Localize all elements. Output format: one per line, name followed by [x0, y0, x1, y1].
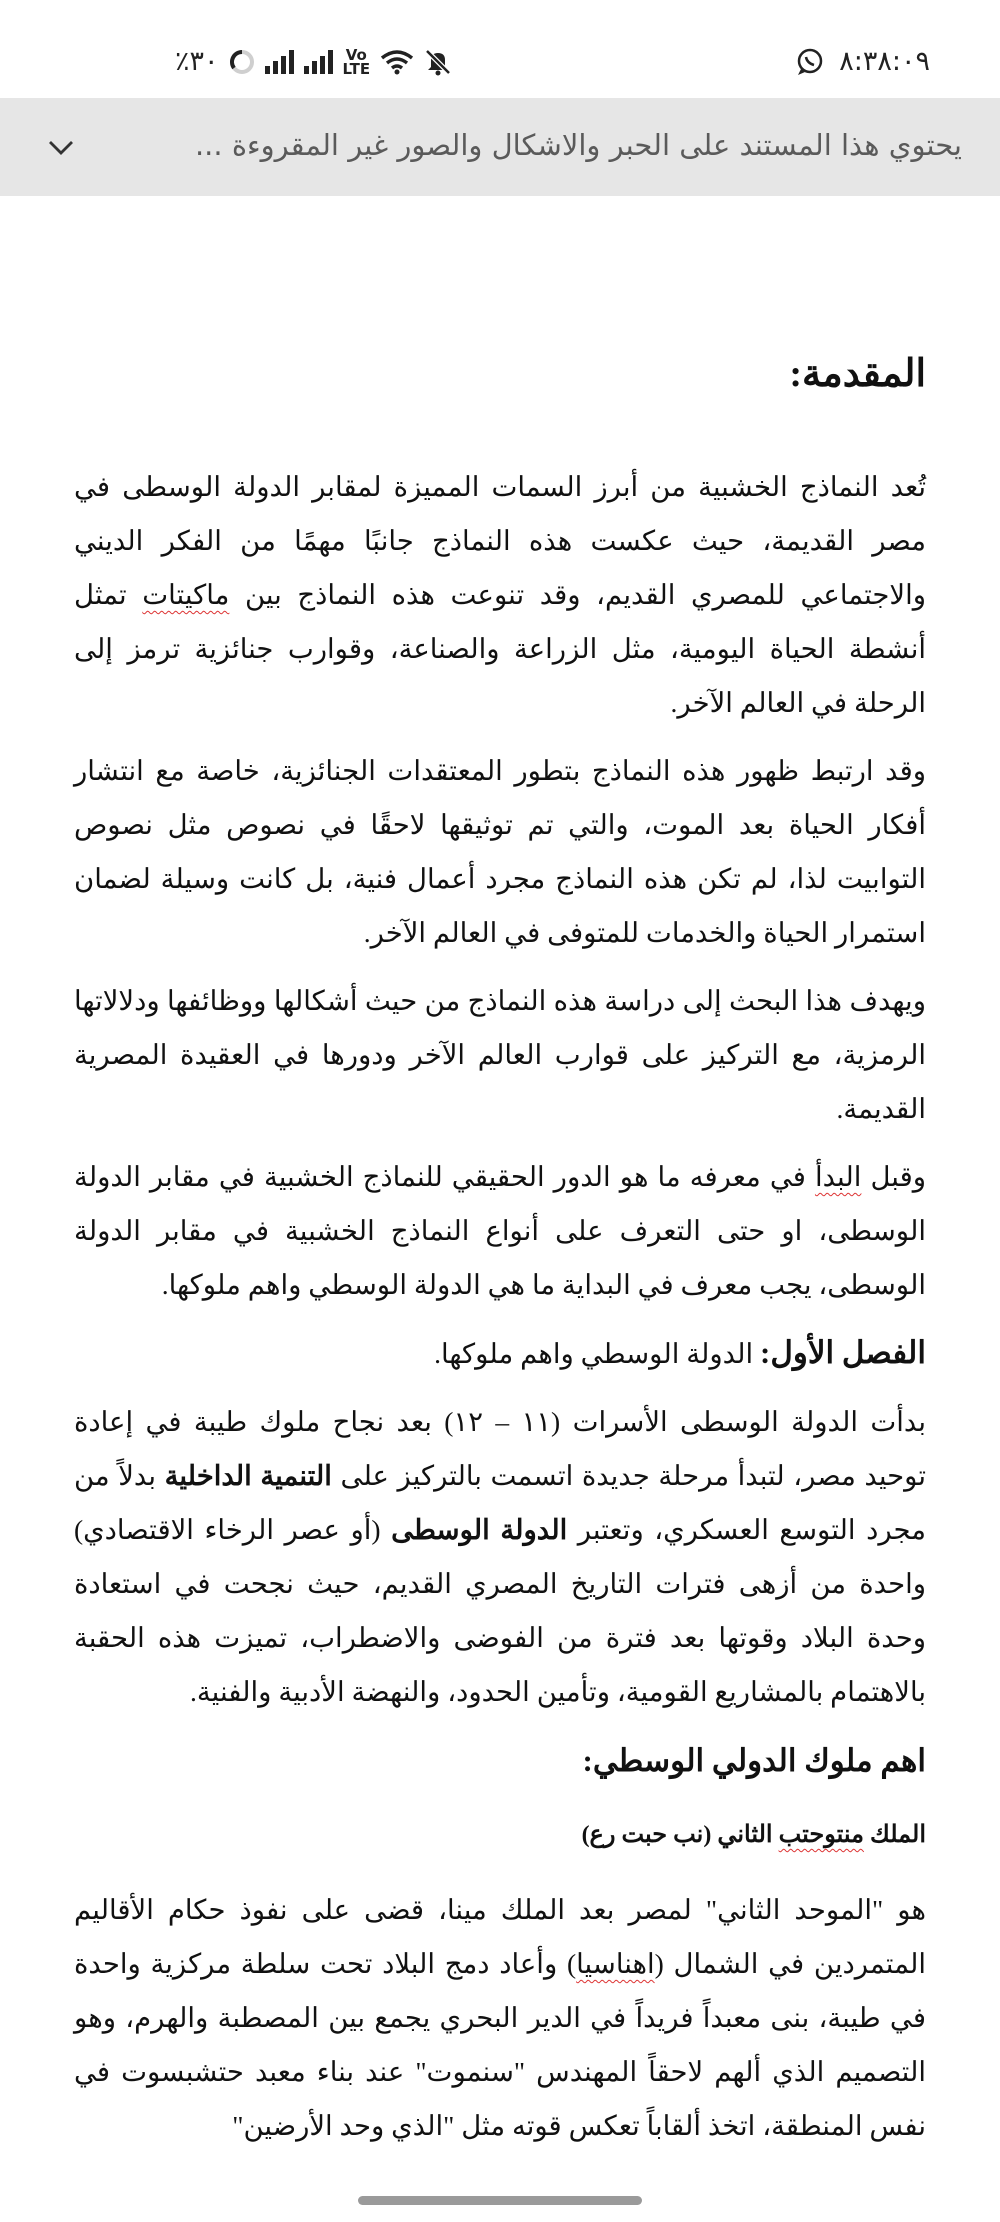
document-body [74, 350, 926, 2167]
spellcheck-word: البدأ [814, 1161, 862, 1192]
status-bar-left [175, 46, 452, 77]
bold-term: الدولة الوسطى [391, 1514, 568, 1545]
signal-icon-sim2 [304, 50, 333, 74]
chevron-down-icon[interactable] [46, 132, 76, 162]
home-indicator[interactable] [358, 2196, 642, 2205]
paragraph-4-text-a: وقبل [861, 1161, 926, 1192]
mute-icon [424, 48, 452, 76]
chapter-label: الفصل الأول: [760, 1335, 926, 1370]
paragraph-1-text-b: تمثل أنشطة الحياة اليومية، مثل الزراعة والصناعة، وقوارب جنائزية ترمز إلى الرحلة في العالم الآخر. [74, 579, 926, 718]
paragraph-4 [74, 1150, 926, 1312]
king-paragraph-text-1: هو "الموحد الثاني" لمصر بعد الملك مينا، قضى على نفوذ حكام الأقاليم المتمردين في الشمال ( [74, 1894, 927, 1979]
subheading-king [74, 1813, 926, 1857]
status-bar-right [795, 46, 930, 77]
battery-icon [229, 49, 255, 75]
king-text-b: الثاني (نب حبت رع) [581, 1822, 779, 1848]
unreadable-content-banner[interactable] [0, 98, 1000, 196]
spellcheck-word: اهناسيا [576, 1948, 655, 1979]
spellcheck-word: منتوحتب [778, 1822, 864, 1848]
king-paragraph [74, 1883, 926, 2153]
chapter-one-title [74, 1326, 926, 1381]
status-bar [0, 0, 1000, 98]
king-paragraph-text-2: ) وأعاد دمج البلاد تحت سلطة مركزية واحدة في طيبة، بنى معبداً فريداً في الدير البحري يجمع بين المصطبة والهرم، وهو التصميم الذي ألهم لاحقاً المهندس "سنموت" عند بناء معبد حتشبسوت في نفس المنطقة، اتخذ ألقاباً تعكس قوته مثل "الذي وحد الأرضين" [74, 1948, 926, 2141]
chapter-paragraph [74, 1395, 926, 1719]
paragraph-1-text-a: تُعد النماذج الخشبية من أبرز السمات المميزة لمقابر الدولة الوسطى في مصر القديمة، حيث عكست هذه النماذج جانبًا مهمًا من الفكر الديني والاجتماعي للمصري القديم، وقد تنوعت هذه النماذج بين [74, 471, 926, 610]
paragraph-1 [74, 460, 926, 730]
king-text-a: الملك [863, 1822, 926, 1848]
wifi-icon [380, 49, 414, 75]
section-heading-kings: اهم ملوك الدولي الوسطي: [582, 1743, 926, 1778]
chapter-title: الدولة الوسطي واهم ملوكها. [434, 1338, 761, 1369]
signal-icon [265, 50, 294, 74]
chapter-paragraph-text-2: بدلاً من مجرد التوسع العسكري، وتعتبر [74, 1460, 927, 1545]
volte-icon [342, 45, 371, 78]
chapter-paragraph-text-1: بدأت الدولة الوسطى الأسرات (١١ – ١٢) بعد نجاح ملوك طيبة في إعادة توحيد مصر، لتبدأ مرحلة جديدة اتسمت بالتركيز على [74, 1406, 927, 1491]
volte-label-bottom: LTE [342, 59, 371, 78]
paragraph-2: وقد ارتبط ظهور هذه النماذج بتطور المعتقدات الجنائزية، خاصة مع انتشار أفكار الحياة بعد الموت، والتي تم توثيقها لاحقًا في نصوص مثل نصوص التوابيت لذا، لم تكن هذه النماذج مجرد أعمال فنية، بل كانت وسيلة لضمان استمرار الحياة والخدمات للمتوفى في العالم الآخر. [74, 755, 926, 948]
chapter-paragraph-text-3: (أو عصر الرخاء الاقتصادي) واحدة من أزهى فترات التاريخ المصري القديم، حيث نجحت في استعادة وحدة البلاد وقوتها بعد فترة من الفوضى والاضطراب، تميزت هذه الحقبة بالاهتمام بالمشاريع القومية، وتأمين الحدود، والنهضة الأدبية والفنية. [74, 1514, 926, 1707]
clock: ٨:٣٨:٠٩ [839, 46, 930, 77]
bold-term: التنمية الداخلية [164, 1460, 332, 1491]
banner-message: يحتوي هذا المستند على الحبر والاشكال والصور غير المقروءة ... [194, 128, 962, 162]
volte-label-top: Vo [345, 45, 367, 64]
whatsapp-icon [795, 47, 825, 77]
paragraph-4-text-b: في معرفه ما هو الدور الحقيقي للنماذج الخشبية في مقابر الدولة الوسطى، او حتى التعرف على أنواع النماذج الخشبية في مقابر الدولة الوسطى، يجب معرف في البداية ما هي الدولة الوسطي واهم ملوكها. [74, 1161, 926, 1300]
spellcheck-word: ماكيتات [142, 579, 230, 610]
section-heading-introduction: المقدمة: [789, 353, 926, 395]
battery-percentage: ٪٣٠ [175, 46, 219, 77]
paragraph-3: ويهدف هذا البحث إلى دراسة هذه النماذج من حيث أشكالها ووظائفها ودلالاتها الرمزية، مع التركيز على قوارب العالم الآخر ودورها في العقيدة المصرية القديمة. [74, 985, 926, 1124]
